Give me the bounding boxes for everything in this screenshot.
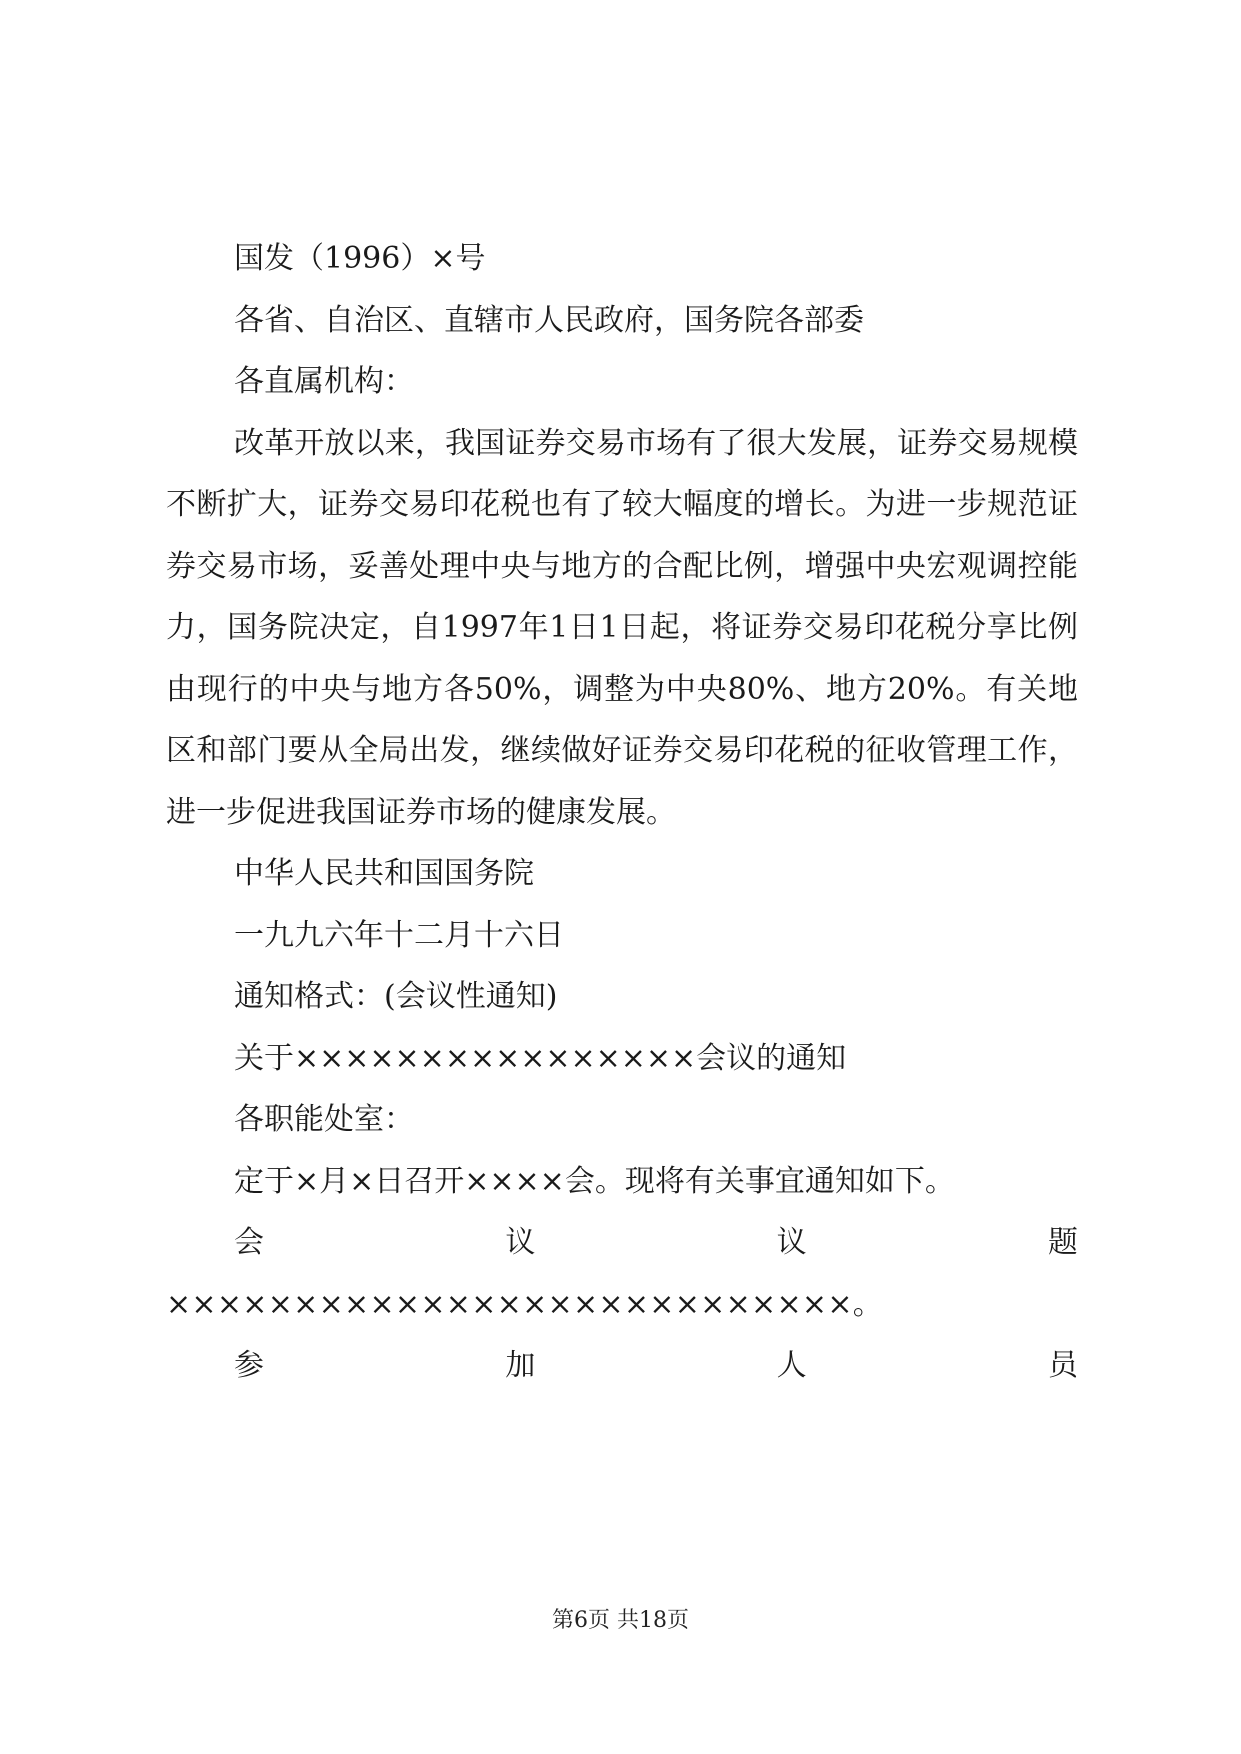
topic-char: 题 (1047, 1225, 1078, 1260)
attendees-char: 参 (234, 1348, 264, 1383)
attendees-char: 加 (505, 1348, 536, 1383)
format-title: 通知格式：(会议性通知) (234, 979, 558, 1014)
topic-char: 议 (505, 1225, 536, 1260)
meeting-recipients: 各职能处室： (234, 1102, 414, 1137)
meeting-topic-heading (166, 1212, 1078, 1274)
body-paragraph: 改革开放以来，我国证券交易市场有了很大发展，证券交易规模不断扩大，证券交易印花税也有了较大幅度的增长。为进一步规范证券交易市场，妥善处理中央与地方的合配比例，增强中央宏观调控能力，国务院决定，自1997年1日1日起，将证券交易印花税分享比例由现行的中央与地方各50%，调整为中央80%、地方20%。有关地区和部门要从全局出发，继续做好证券交易印花税的征收管理工作，进一步促进我国证券市场的健康发展。 (166, 425, 1078, 830)
document-number: 国发（1996）×号 (234, 241, 486, 276)
attendees-heading (166, 1335, 1078, 1397)
page-number-footer: 第6页 共18页 (552, 1608, 689, 1633)
issue-date: 一九九六年十二月十六日 (234, 917, 564, 953)
meeting-notice-title: 关于××××××××××××××××会议的通知 (234, 1040, 847, 1076)
topic-char: 会 (234, 1225, 264, 1260)
recipients-line-1: 各省、自治区、直辖市人民政府，国务院各部委 (234, 302, 864, 338)
document-body (166, 228, 1078, 1397)
meeting-intro: 定于×月×日召开××××会。现将有关事宜通知如下。 (234, 1163, 955, 1199)
recipients-line-2: 各直属机构： (234, 364, 414, 399)
topic-char: 议 (776, 1225, 807, 1260)
issuer-name: 中华人民共和国国务院 (234, 856, 534, 891)
attendees-char: 员 (1047, 1348, 1078, 1383)
meeting-topic-content: ×××××××××××××××××××××××××××。 (166, 1286, 884, 1322)
attendees-char: 人 (776, 1348, 807, 1383)
